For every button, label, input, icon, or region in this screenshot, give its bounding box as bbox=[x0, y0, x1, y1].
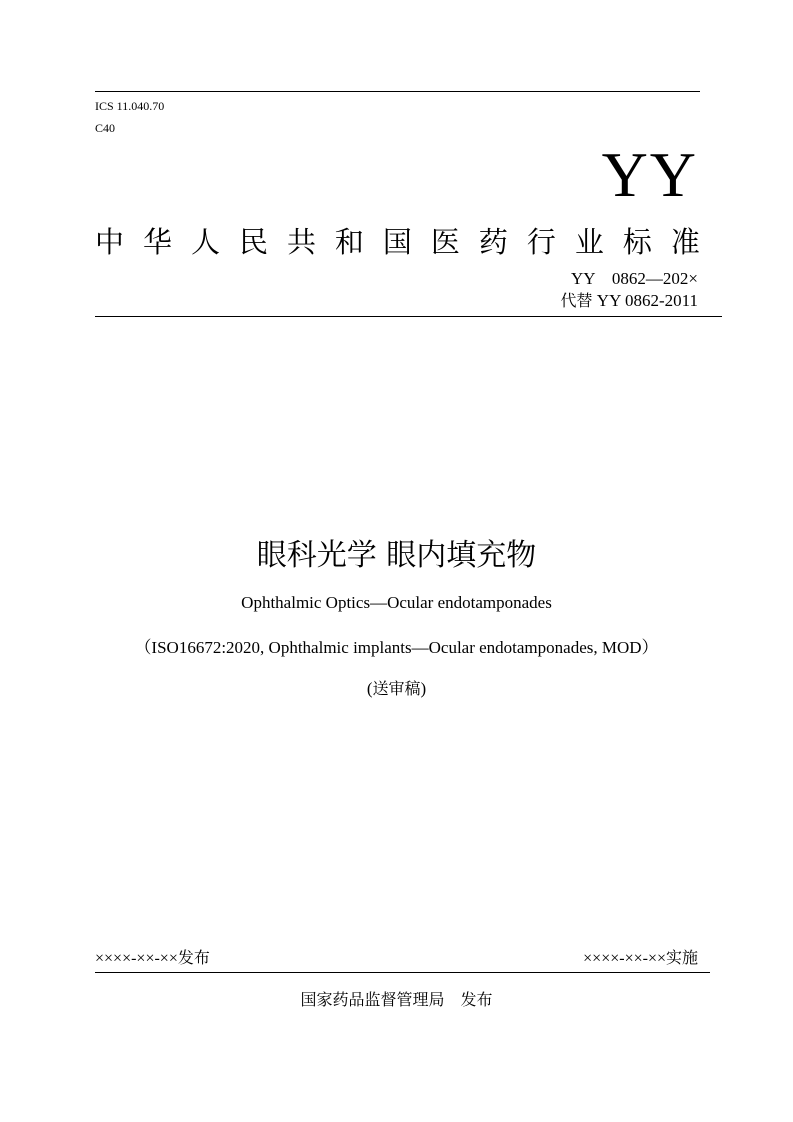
standard-name-char: 共 bbox=[286, 225, 316, 259]
draft-label: 送审稿 bbox=[372, 679, 421, 698]
title-iso-reference: （ISO16672:2020, Ophthalmic implants—Ocular endotamponades, MOD） bbox=[134, 638, 659, 657]
footer-rule bbox=[95, 972, 710, 973]
title-chinese: 眼科光学 眼内填充物 bbox=[256, 538, 537, 573]
issue-date-value: ××××-××-×× bbox=[95, 950, 178, 967]
standard-name-char: 和 bbox=[334, 225, 364, 259]
standard-mark: YY bbox=[601, 139, 698, 210]
implementation-date-value: ××××-××-×× bbox=[583, 950, 666, 967]
top-rule bbox=[95, 91, 700, 92]
implementation-date bbox=[583, 945, 698, 968]
issue-date-label: 发布 bbox=[177, 948, 210, 967]
header-rule bbox=[95, 316, 722, 317]
standard-number: YY 0862—202× bbox=[570, 269, 698, 288]
standard-name-char: 国 bbox=[382, 225, 412, 259]
standard-name-char: 药 bbox=[478, 225, 508, 259]
title-english: Ophthalmic Optics—Ocular endotamponades bbox=[241, 593, 552, 612]
replaces-label: 代替 bbox=[560, 291, 593, 310]
classification-code: C40 bbox=[95, 121, 116, 135]
implementation-date-label: 实施 bbox=[665, 948, 698, 967]
standard-name-char: 业 bbox=[574, 225, 604, 259]
draft-paren-open: ( bbox=[366, 679, 373, 698]
ics-code: ICS 11.040.70 bbox=[95, 99, 165, 113]
issuing-authority: 国家药品监督管理局 发布 bbox=[300, 990, 493, 1009]
draft-status bbox=[0, 676, 793, 699]
standard-name-char: 准 bbox=[670, 225, 700, 259]
standard-name-char: 人 bbox=[190, 225, 220, 259]
standard-name-char: 华 bbox=[142, 225, 172, 259]
standard-name-char: 医 bbox=[430, 225, 460, 259]
standard-name-char: 民 bbox=[238, 225, 268, 259]
replaces-line bbox=[561, 288, 698, 311]
draft-paren-close: ) bbox=[420, 679, 427, 698]
issue-date bbox=[95, 945, 210, 968]
standard-name-char: 行 bbox=[526, 225, 556, 259]
replaces-number: YY 0862-2011 bbox=[596, 291, 698, 310]
standard-name-char: 标 bbox=[622, 225, 652, 259]
standard-name-char: 中 bbox=[95, 225, 125, 259]
standard-name bbox=[95, 222, 700, 262]
